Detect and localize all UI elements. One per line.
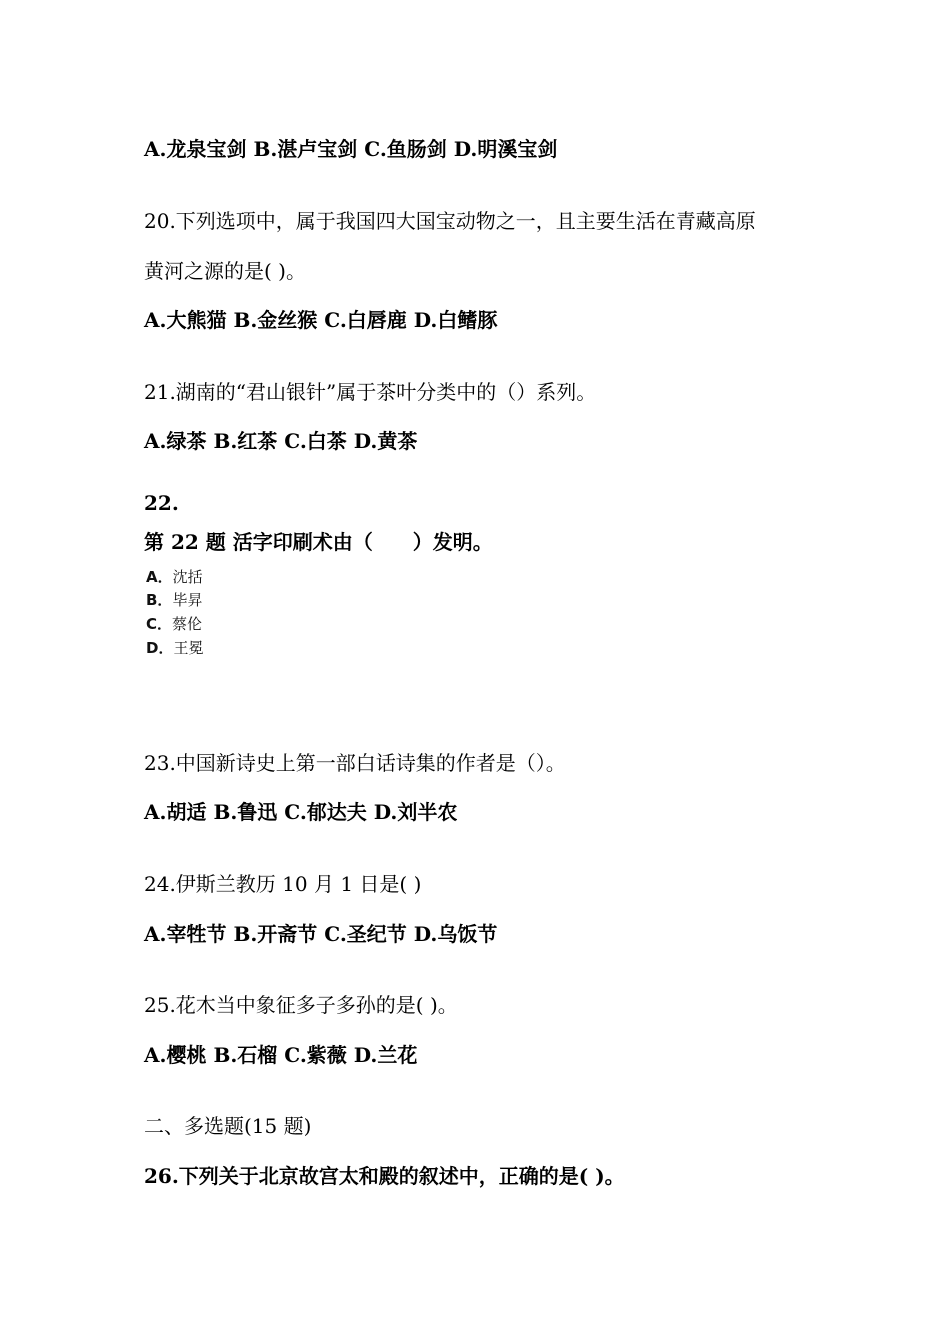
q22-option-c <box>146 614 202 634</box>
q22-option-b <box>146 590 202 610</box>
q24-stem: 24.伊斯兰教历 10 月 1 日是( ) <box>144 872 422 896</box>
q25-options: A.樱桃 B.石榴 C.紫薇 D.兰花 <box>144 1043 418 1067</box>
q20-options: A.大熊猫 B.金丝猴 C.白唇鹿 D.白鳍豚 <box>144 308 498 332</box>
q26-stem: 26.下列关于北京故宫太和殿的叙述中，正确的是( )。 <box>144 1164 625 1188</box>
q22-option-a <box>146 567 203 587</box>
q20-stem-line1: 20.下列选项中，属于我国四大国宝动物之一，且主要生活在青藏高原 <box>144 209 756 233</box>
q22-number: 22. <box>144 491 179 515</box>
q20-stem-line2: 黄河之源的是( )。 <box>144 259 306 283</box>
q19-options: A.龙泉宝剑 B.湛卢宝剑 C.鱼肠剑 D.明溪宝剑 <box>144 137 558 161</box>
q23-stem: 23.中国新诗史上第一部白话诗集的作者是（）。 <box>144 751 566 775</box>
q21-stem: 21.湖南的“君山银针”属于茶叶分类中的（）系列。 <box>144 380 597 404</box>
q22-option-b-letter: B． <box>146 591 173 609</box>
q22-stem: 第 22 题 活字印刷术由（ ）发明。 <box>144 530 493 554</box>
q22-option-c-text: 蔡伦 <box>172 615 203 633</box>
q22-option-a-letter: A． <box>146 568 173 586</box>
q23-options: A.胡适 B.鲁迅 C.郁达夫 D.刘半农 <box>144 800 458 824</box>
q22-option-d <box>146 638 203 658</box>
q22-option-a-text: 沈括 <box>172 568 203 586</box>
q21-options: A.绿茶 B.红茶 C.白茶 D.黄茶 <box>144 429 418 453</box>
q25-stem: 25.花木当中象征多子多孙的是( )。 <box>144 993 458 1017</box>
section-heading: 二、多选题(15 题) <box>144 1114 312 1138</box>
q22-option-c-letter: C． <box>146 615 173 633</box>
q22-option-d-letter: D． <box>146 639 174 657</box>
q22-option-b-text: 毕昇 <box>172 591 203 609</box>
q22-option-d-text: 王冕 <box>173 639 204 657</box>
q24-options: A.宰牲节 B.开斋节 C.圣纪节 D.乌饭节 <box>144 922 498 946</box>
